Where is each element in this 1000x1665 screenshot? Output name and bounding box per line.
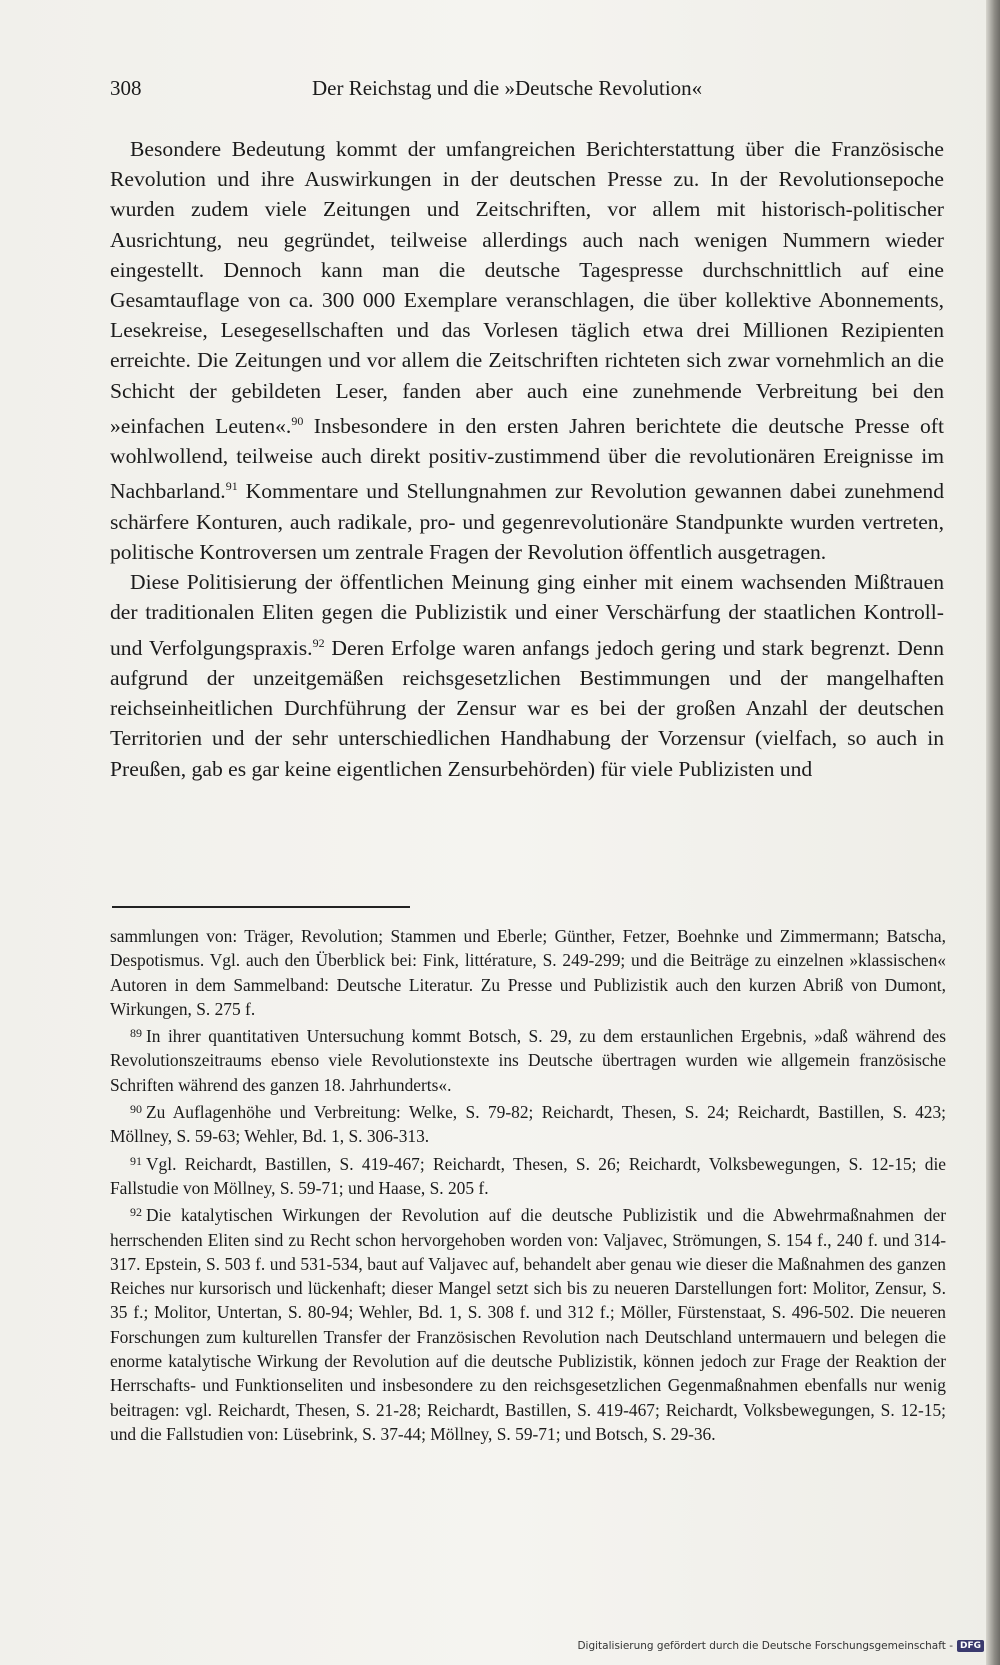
footnote-continuation: sammlungen von: Träger, Revolution; Stammen und Eberle; Günther, Fetzer, Boehnke und Zimmermann; Batscha, Despotismus. Vgl. auch den Überblick bei: Fink, littérature, S. 249-299; und die Beiträge zu einzelnen »klassischen« Autoren in dem Sammelband: Deutsche Literatur. Zu Presse und Publizistik auch den kurzen Abriß von Dumont, Wirkungen, S. 275 f. [110, 926, 946, 1019]
paragraph-2-text-b: Deren Erfolge waren anfangs jedoch gering und stark begrenzt. Denn aufgrund der unzeitgemäßen reichsgesetzlichen Bestimmungen und der mangelhaften reichseinheitlichen Durchführung der Zensur war es bei der großen Anzahl der deutschen Territorien und der sehr unterschiedlichen Handhabung der Vorzensur (vielfach, so auch in Preußen, gab es gar keine eigentlichen Zensurbehörden) für viele Publizisten und [110, 635, 945, 781]
footnote-90-text: Zu Auflagenhöhe und Verbreitung: Welke, S. 79-82; Reichardt, Thesen, S. 24; Reichardt, Bastillen, S. 423; Möllney, S. 59-63; Wehler, Bd. 1, S. 306-313. [110, 1102, 946, 1147]
footnote-90-number: 90 [130, 1102, 142, 1117]
footnote-91 [110, 1149, 946, 1201]
paragraph-1 [110, 134, 944, 567]
paragraph-1-text: Besondere Bedeutung kommt der umfangreichen Berichterstattung über die Französische Revolution und ihre Auswirkungen in der deutschen Presse zu. In der Revolutionsepoche wurden zudem viele Zeitungen und Zeitschriften, vor allem mit historisch-politischer Ausrichtung, neu gegründet, teilweise allerdings auch nach wenigen Nummern wieder eingestellt. Dennoch kann man die deutsche Tagespresse durchschnittlich auf eine Gesamtauflage von ca. 300 000 Exemplare veranschlagen, die über kollektive Abonnements, Lesekreise, Lesegesellschaften und das Vorlesen täglich etwa drei Millionen Rezipienten erreichte. Die Zeitungen und vor allem die Zeitschriften richteten sich zwar vornehmlich an die Schicht der gebildeten Leser, fanden aber auch eine zunehmende Verbreitung bei den »einfachen Leuten«. [110, 137, 944, 439]
digitization-credit: Digitalisierung gefördert durch die Deutsche Forschungsgemeinschaft - [577, 1640, 953, 1652]
running-title: Der Reichstag und die »Deutsche Revolution« [312, 76, 703, 100]
digitization-footer [577, 1637, 984, 1655]
note-ref-91: 91 [225, 479, 238, 494]
paragraph-2 [110, 567, 944, 784]
main-text [110, 134, 944, 784]
note-ref-90: 90 [291, 413, 304, 428]
footnote-89-text: In ihrer quantitativen Untersuchung kommt Botsch, S. 29, zu dem erstaunlichen Ergebnis, »daß während des Revolutionszeitraums ebenso viele Revolutionstexte ins Deutsche übertragen wurden wie allgemein französische Schriften während des ganzen 18. Jahrhunderts«. [110, 1026, 946, 1095]
paragraph-1-text-b: Insbesondere in den ersten Jahren berichtete die deutsche Presse oft wohlwollend, teilweise auch direkt positiv-zustimmend über die revolutionären Ereignisse im Nachbarland. [110, 414, 944, 504]
footnote-91-text: Vgl. Reichardt, Bastillen, S. 419-467; Reichardt, Thesen, S. 26; Reichardt, Volksbewegungen, S. 12-15; die Fallstudie von Möllney, S. 59-71; und Haase, S. 205 f. [110, 1153, 946, 1198]
footnote-92-text: Die katalytischen Wirkungen der Revolution auf die deutsche Publizistik und die Abwehrmaßnahmen der herrschenden Eliten sind zu Recht schon hervorgehoben worden von: Valjavec, Strömungen, S. 154 f., 240 f. und 314-317. Epstein, S. 503 f. und 531-534, baut auf Valjavec auf, behandelt aber genau wie dieser die Maßnahmen des ganzen Reiches nur kursorisch und lückenhaft; dieser Mangel setzt sich bis zu neueren Darstellungen fort: Molitor, Zensur, S. 35 f.; Molitor, Untertan, S. 80-94; Wehler, Bd. 1, S. 308 f. und 312 f.; Möller, Fürstenstaat, S. 496-502. Die neueren Forschungen zum kulturellen Transfer der Französischen Revolution nach Deutschland untermauern und belegen die enorme katalytische Wirkung der Revolution auf die deutsche Publizistik, können jedoch zur Frage der Reaktion der Herrschafts- und Funktionseliten und insbesondere zu den reichsgesetzlichen Gegenmaßnahmen ebenfalls nur wenig beitragen: vgl. Reichardt, Thesen, S. 21-28; Reichardt, Bastillen, S. 419-467; Reichardt, Volksbewegungen, S. 12-15; und die Fallstudien von: Lüsebrink, S. 37-44; Möllney, S. 59-71; und Botsch, S. 29-36. [110, 1205, 946, 1444]
page-number: 308 [110, 76, 142, 100]
footnote-92-number: 92 [130, 1205, 142, 1220]
footnote-89 [110, 1021, 946, 1097]
footnote-rule [112, 906, 410, 908]
footnote-92 [110, 1200, 946, 1446]
dfg-logo: DFG [957, 1640, 984, 1652]
footnote-90 [110, 1097, 946, 1149]
footnotes [110, 924, 946, 1446]
page-edge-shadow [986, 0, 1000, 1665]
footnote-89-number: 89 [130, 1026, 142, 1041]
paragraph-2-text: Diese Politisierung der öffentlichen Meinung ging einher mit einem wachsenden Mißtrauen der traditionalen Eliten gegen die Publizistik und einer Verschärfung der staatlichen Kontroll- und Verfolgungspraxis. [110, 570, 944, 660]
paragraph-1-text-c: Kommentare und Stellungnahmen zur Revolution gewannen dabei zunehmend schärfere Konturen, auch radikale, pro- und gegenrevolutionäre Standpunkte wurden vertreten, politische Kontroversen um zentrale Fragen der Revolution öffentlich ausgetragen. [110, 479, 944, 565]
page-header [110, 76, 860, 110]
note-ref-92: 92 [312, 635, 325, 650]
footnote-91-number: 91 [130, 1153, 142, 1168]
